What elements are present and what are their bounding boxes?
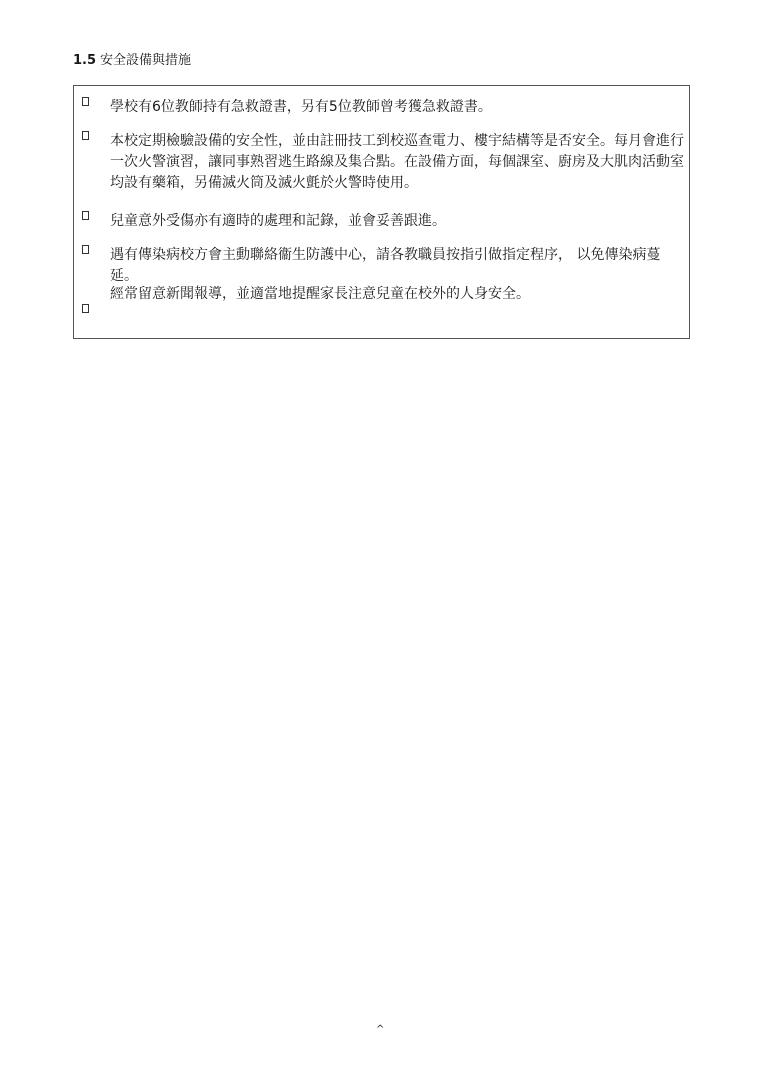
checkbox-bullet-icon	[82, 245, 89, 254]
section-number: 1.5	[73, 53, 97, 68]
checkbox-bullet-icon	[82, 97, 89, 106]
list-item-text: 遇有傳染病校方會主動聯絡衞生防護中心，請各教職員按指引做指定程序， 以免傳染病蔓延。	[110, 247, 661, 284]
checkbox-bullet-icon	[82, 304, 89, 313]
section-title: 安全設備與措施	[100, 53, 192, 68]
section-heading	[73, 52, 191, 70]
list-item-text: 兒童意外受傷亦有適時的處理和記錄，並會妥善跟進。	[110, 213, 446, 229]
list-item-text: 學校有6位教師持有急救證書，另有5位教師曾考獲急救證書。	[110, 99, 492, 115]
list-item-text: 本校定期檢驗設備的安全性，並由註冊技工到校巡查電力、樓宇結構等是否安全。每月會進行一次火警演習，讓同事熟習逃生路線及集合點。在設備方面，每個課室、廚房及大肌肉活動室均設有藥箱，另備滅火筒及滅火氈於火警時使用。	[110, 133, 684, 191]
page-number: ^	[376, 1024, 385, 1035]
safety-measures-box	[73, 85, 690, 339]
checkbox-bullet-icon	[82, 211, 89, 220]
list-item-text: 經常留意新聞報導，並適當地提醒家長注意兒童在校外的人身安全。	[110, 286, 530, 302]
checkbox-bullet-icon	[82, 131, 89, 140]
